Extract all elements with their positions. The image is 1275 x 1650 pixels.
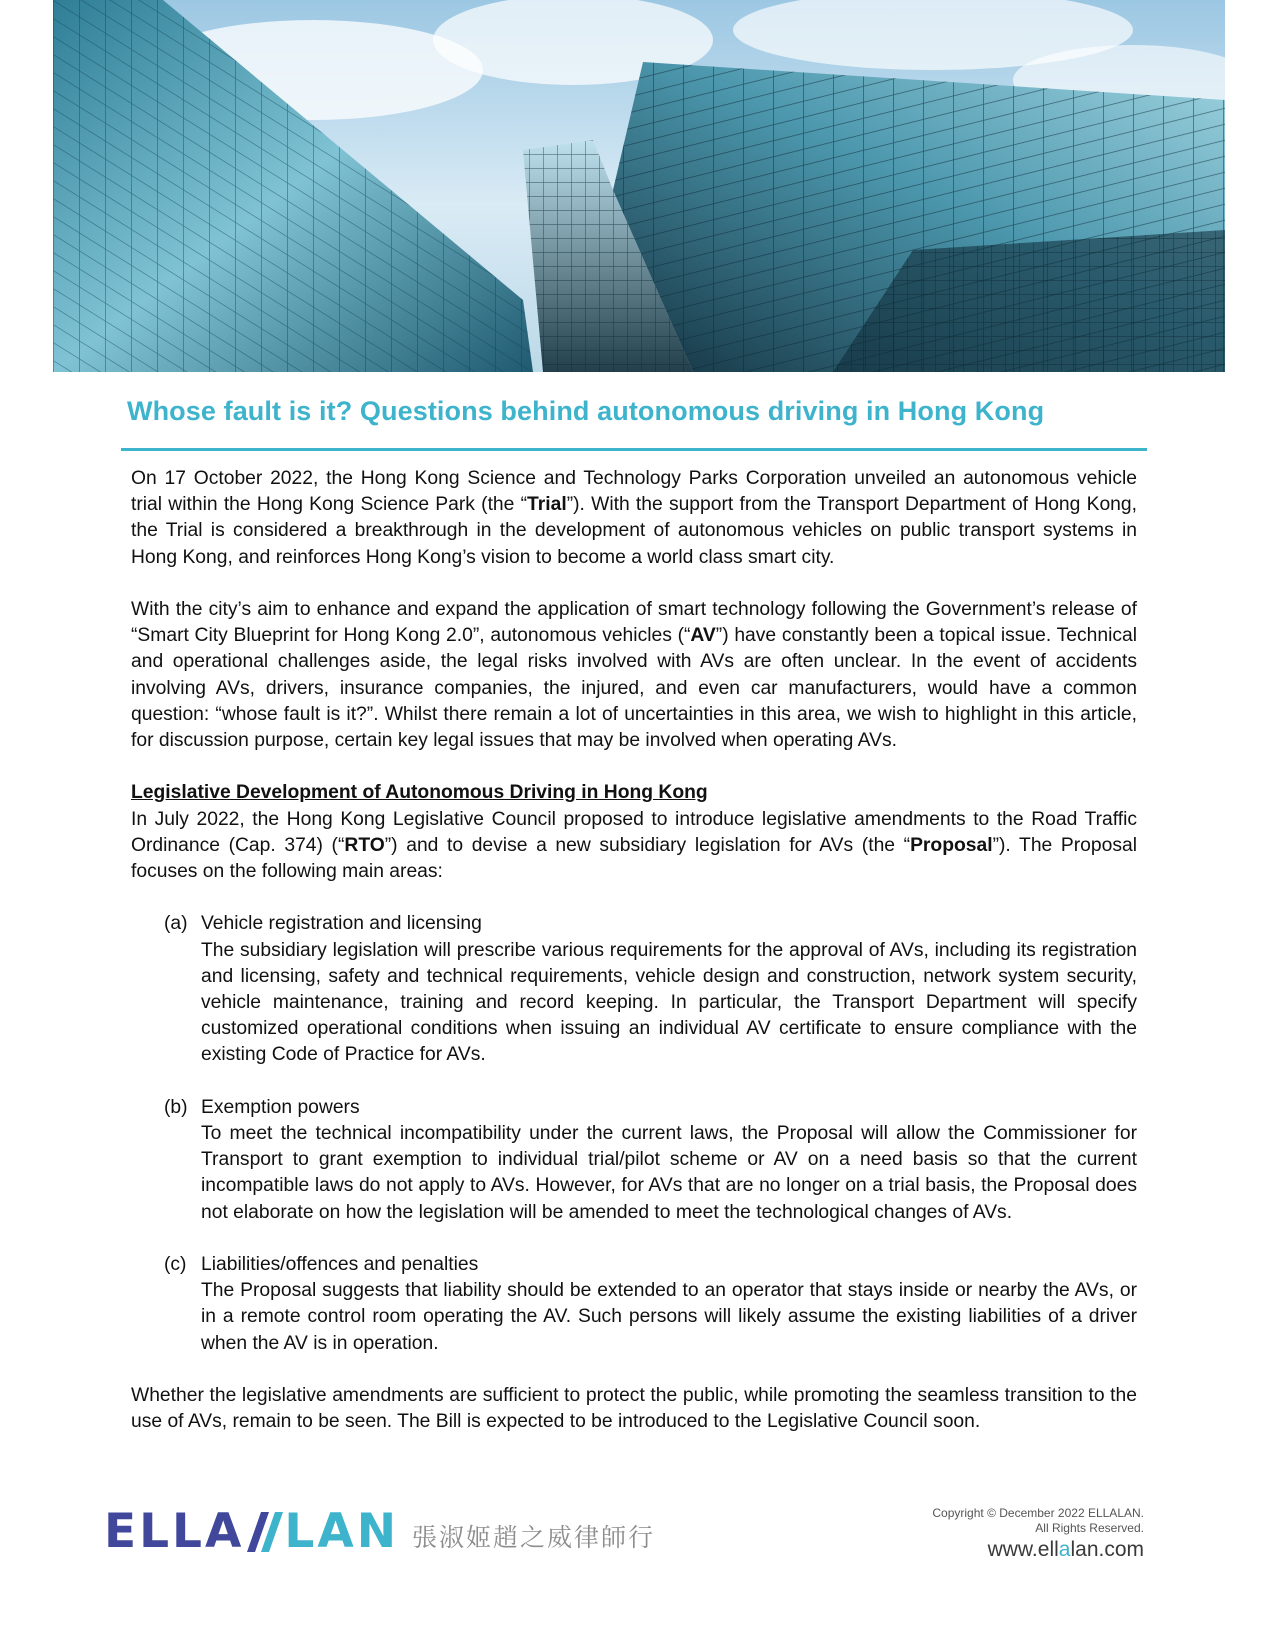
logo-text-left: ELLA [104,1504,245,1559]
website-text-accent: a [1058,1538,1071,1561]
logo-slash-icon [245,1512,283,1552]
closing-paragraph: Whether the legislative amendments are sufficient to protect the public, while promoting the seamless transition to the use of AVs, remain to be seen. The Bill is expected to be introduced to the Legislative Council soon. [131,1385,1137,1433]
website-link[interactable] [932,1538,1144,1562]
list-item-title: Vehicle registration and licensing [201,913,482,935]
list-item-body: The subsidiary legislation will prescribe various requirements for the approval of AVs, including its registration and licensing, safety and technical requirements, vehicle design and construction, network system security, vehicle maintenance, training and record keeping. In particular, the Transport Department will specify customized operational conditions when issuing an individual AV certificate to ensure compliance with the existing Code of Practice for AVs. [201,939,1137,1066]
list-marker: (a) [164,913,188,935]
list-item-title: Liabilities/offences and penalties [201,1254,479,1276]
list-item-body: To meet the technical incompatibility under the current laws, the Proposal will allow the Commissioner for Transport to grant exemption to individual trial/pilot scheme or AV on a need basis so that the current incompatible laws do not apply to AVs. However, for AVs that are no longer on a trial basis, the Proposal does not elaborate on how the legislation will be amended to meet the technological changes of AVs. [201,1123,1137,1223]
hero-image [53,0,1225,372]
list-marker: (b) [164,1096,188,1118]
intro-paragraph-1: On 17 October 2022, the Hong Kong Science and Technology Parks Corporation unveiled an autonomous vehicle trial within the Hong Kong Science Park (the “Trial”). With the support from the Transport Department of Hong Kong, the Trial is considered a breakthrough in the development of autonomous vehicles on public transport systems in Hong Kong, and reinforces Hong Kong’s vision to become a world class smart city. [131,468,1137,568]
list-item-body: The Proposal suggests that liability should be extended to an operator that stays inside or nearby the AVs, or in a remote control room operating the AV. Such persons will likely assume the existing liabilities of a driver when the AV is in operation. [201,1280,1137,1354]
list-item [131,1252,1137,1357]
article-body [131,466,1137,1435]
list-marker: (c) [164,1254,187,1276]
list-item-title: Exemption powers [201,1096,360,1118]
list-item [131,1095,1137,1226]
copyright-line-2: All Rights Reserved. [1035,1521,1144,1535]
title-divider [121,448,1147,451]
footer-copyright [932,1506,1144,1562]
intro-paragraph-2: With the city’s aim to enhance and expand the application of smart technology following the Government’s release of “Smart City Blueprint for Hong Kong 2.0”, autonomous vehicles (“AV”) have constantly been a topical issue. Technical and operational challenges aside, the legal risks involved with AVs are often unclear. In the event of accidents involving AVs, drivers, insurance companies, the injured, and even car manufacturers, would have a common question: “whose fault is it?”. Whilst there remain a lot of uncertainties in this area, we wish to highlight in this article, for discussion purpose, certain key legal issues that may be involved when operating AVs. [131,599,1137,752]
section-heading: Legislative Development of Autonomous Driving in Hong Kong [131,782,708,804]
section-intro: In July 2022, the Hong Kong Legislative Council proposed to introduce legislative amendments to the Road Traffic Ordinance (Cap. 374) (“RTO”) and to devise a new subsidiary legislation for AVs (the “Proposal”). The Proposal focuses on the following main areas: [131,808,1137,883]
website-text-end: lan.com [1070,1538,1144,1561]
article-title: Whose fault is it? Questions behind autonomous driving in Hong Kong [127,396,1045,426]
firm-logo [104,1504,400,1559]
logo-text-right: LAN [284,1504,400,1559]
website-text-start: www.ell [987,1538,1059,1561]
firm-chinese-name: 張淑姬趙之威律師行 [412,1523,656,1552]
copyright-line-1: Copyright © December 2022 ELLALAN. [932,1506,1144,1520]
list-item [131,911,1137,1068]
